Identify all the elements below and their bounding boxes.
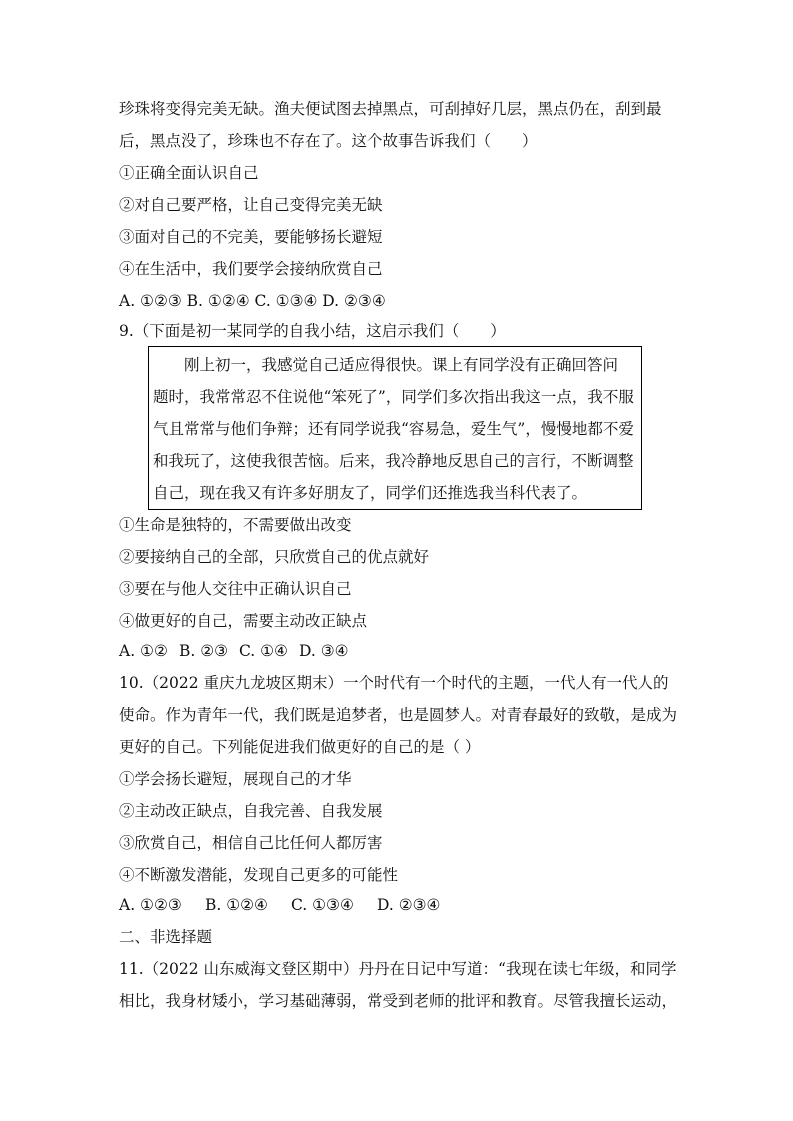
q11-stem-line-1: 11.（2022 山东威海文登区期中）丹丹在日记中写道：“我现在读七年级，和同学 — [119, 960, 677, 978]
q9-item-3: ③要在与他人交往中正确认识自己 — [119, 580, 352, 598]
q9-box-line-4: 和我玩了，这使我很苦恼。后来，我冷静地反思自己的言行，不断调整 — [153, 452, 634, 470]
q8-item-3: ③面对自己的不完美，要能够扬长避短 — [119, 228, 383, 246]
q10-option-c: C. ①③④ — [291, 896, 354, 914]
q11-stem-line-2: 相比，我身材矮小，学习基础薄弱，常受到老师的批评和教育。尽管我擅长运动， — [119, 992, 678, 1010]
q10-option-d: D. ②③④ — [377, 896, 441, 914]
q9-summary-box — [148, 346, 642, 510]
q9-box-line-2: 题时，我常常忍不住说他“笨死了”，同学们多次指出我这一点，我不服 — [153, 388, 634, 406]
section-heading: 二、非选择题 — [119, 928, 213, 946]
q9-box-line-1: 刚上初一，我感觉自己适应得很快。课上有同学没有正确回答问 — [153, 356, 619, 374]
q8-stem-line-1: 珍珠将变得完美无缺。渔夫便试图去掉黑点，可刮掉好几层，黑点仍在，刮到最 — [119, 100, 662, 118]
q9-box-line-5: 自己，现在我又有许多好朋友了，同学们还推选我当科代表了。 — [153, 484, 588, 502]
q8-options: A. ①②③ B. ①②④ C. ①③④ D. ②③④ — [119, 292, 386, 310]
q10-option-a: A. ①②③ — [119, 896, 182, 914]
q9-option-a: A. ①② — [119, 642, 168, 660]
q9-option-d: D. ③④ — [299, 642, 349, 660]
q10-options — [119, 895, 440, 915]
q9-box-line-3: 气且常常与他们争辩；还有同学说我“容易急，爱生气”，慢慢地都不爱 — [153, 420, 634, 438]
q9-item-4: ④做更好的自己，需要主动改正缺点 — [119, 612, 368, 630]
q10-option-b: B. ①②④ — [205, 896, 268, 914]
q10-item-4: ④不断激发潜能，发现自己更多的可能性 — [119, 866, 399, 884]
q9-option-c: C. ①④ — [239, 642, 288, 660]
q10-stem-line-2: 使命。作为青年一代，我们既是追梦者，也是圆梦人。对青春最好的致敬，是成为 — [119, 706, 678, 724]
q10-item-1: ①学会扬长避短，展现自己的才华 — [119, 770, 352, 788]
q9-item-2: ②要接纳自己的全部，只欣赏自己的优点就好 — [119, 548, 430, 566]
q9-options — [119, 641, 349, 661]
q8-item-1: ①正确全面认识自己 — [119, 164, 259, 182]
q9-option-b: B. ②③ — [179, 642, 229, 660]
q8-stem-line-2: 后，黑点没了，珍珠也不存在了。这个故事告诉我们（ ） — [119, 132, 538, 150]
q10-item-3: ③欣赏自己，相信自己比任何人都厉害 — [119, 834, 383, 852]
q10-item-2: ②主动改正缺点，自我完善、自我发展 — [119, 802, 383, 820]
q9-item-1: ①生命是独特的，不需要做出改变 — [119, 516, 352, 534]
q10-stem-line-3: 更好的自己。下列能促进我们做更好的自己的是（ ） — [119, 738, 481, 756]
q9-stem: 9.（下面是初一某同学的自我小结，这启示我们（ ） — [119, 322, 506, 340]
q10-stem-line-1: 10.（2022 重庆九龙坡区期末）一个时代有一个时代的主题，一代人有一代人的 — [119, 674, 669, 692]
q8-item-4: ④在生活中，我们要学会接纳欣赏自己 — [119, 260, 383, 278]
q8-item-2: ②对自己要严格，让自己变得完美无缺 — [119, 196, 383, 214]
